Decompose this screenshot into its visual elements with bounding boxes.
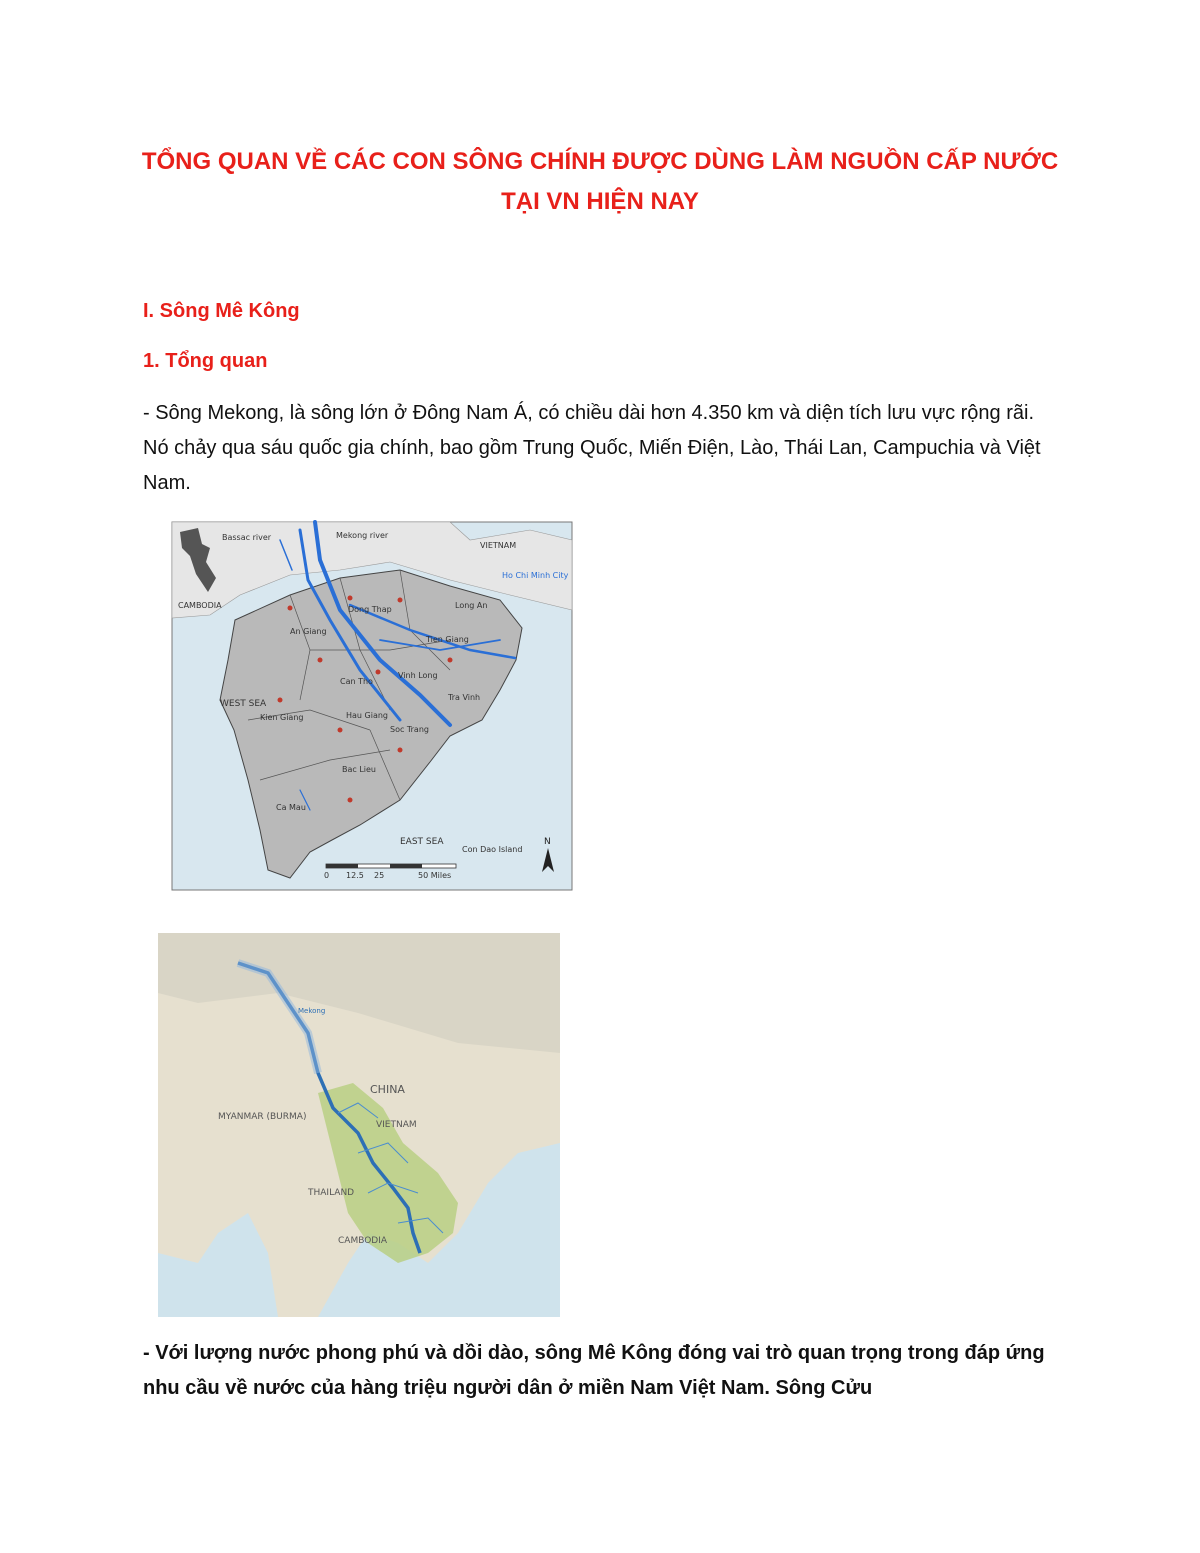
- label-long-an: Long An: [455, 601, 488, 610]
- document-title: TỔNG QUAN VỀ CÁC CON SÔNG CHÍNH ĐƯỢC DÙNG LÀM NGUỒN CẤP NƯỚC TẠI VN HIỆN NAY: [141, 148, 1059, 215]
- label-ca-mau: Ca Mau: [276, 803, 306, 812]
- label-can-tho: Can Tho: [340, 677, 373, 686]
- label-dong-thap: Dong Thap: [348, 605, 392, 614]
- label-vietnam: VIETNAM: [480, 541, 517, 550]
- label-myanmar: MYANMAR (BURMA): [218, 1112, 307, 1122]
- label-bac-lieu: Bac Lieu: [342, 765, 377, 774]
- label-vietnam-basin: VIETNAM: [376, 1120, 417, 1130]
- mekong-basin-map: [158, 933, 560, 1317]
- svg-text:N: N: [544, 837, 551, 847]
- label-cambodia-basin: CAMBODIA: [338, 1236, 388, 1246]
- label-soc-trang: Soc Trang: [390, 725, 429, 734]
- paragraph-overview: - Sông Mekong, là sông lớn ở Đông Nam Á, có chiều dài hơn 4.350 km và diện tích lưu vực rộng rãi. Nó chảy qua sáu quốc gia chính, bao gồm Trung Quốc, Miến Điện, Lào, Thái Lan, Campuchia và Việt Nam.: [143, 402, 1041, 494]
- label-thailand: THAILAND: [308, 1188, 355, 1198]
- label-bassac: Bassac river: [222, 533, 272, 542]
- label-con-dao: Con Dao Island: [462, 845, 523, 854]
- label-hau-giang: Hau Giang: [346, 711, 389, 720]
- svg-text:0: 0: [324, 871, 330, 880]
- label-kien-giang: Kien Giang: [260, 713, 304, 722]
- label-vinh-long: Vinh Long: [398, 671, 438, 680]
- svg-text:12.5: 12.5: [346, 871, 364, 880]
- paragraph-water-supply: - Với lượng nước phong phú và dồi dào, sông Mê Kông đóng vai trò quan trọng trong đáp ứng nhu cầu về nước của hàng triệu người dân ở miền Nam Việt Nam. Sông Cửu: [143, 1342, 1045, 1399]
- label-tien-giang: Tien Giang: [426, 635, 469, 644]
- subsection-heading: 1. Tổng quan: [143, 350, 268, 372]
- svg-text:25: 25: [374, 871, 385, 880]
- label-west-sea: WEST SEA: [220, 699, 267, 709]
- label-hcmc: Ho Chi Minh City: [502, 571, 569, 580]
- label-cambodia: CAMBODIA: [178, 601, 222, 610]
- svg-text:50 Miles: 50 Miles: [418, 871, 452, 880]
- mekong-delta-map: [150, 500, 578, 910]
- label-an-giang: An Giang: [290, 627, 327, 636]
- label-china: CHINA: [370, 1083, 405, 1096]
- label-river: Mekong: [298, 1007, 326, 1015]
- label-tra-vinh: Tra Vinh: [448, 693, 481, 702]
- section-heading: I. Sông Mê Kông: [143, 300, 300, 322]
- label-east-sea: EAST SEA: [400, 837, 444, 847]
- label-mekong: Mekong river: [336, 531, 389, 540]
